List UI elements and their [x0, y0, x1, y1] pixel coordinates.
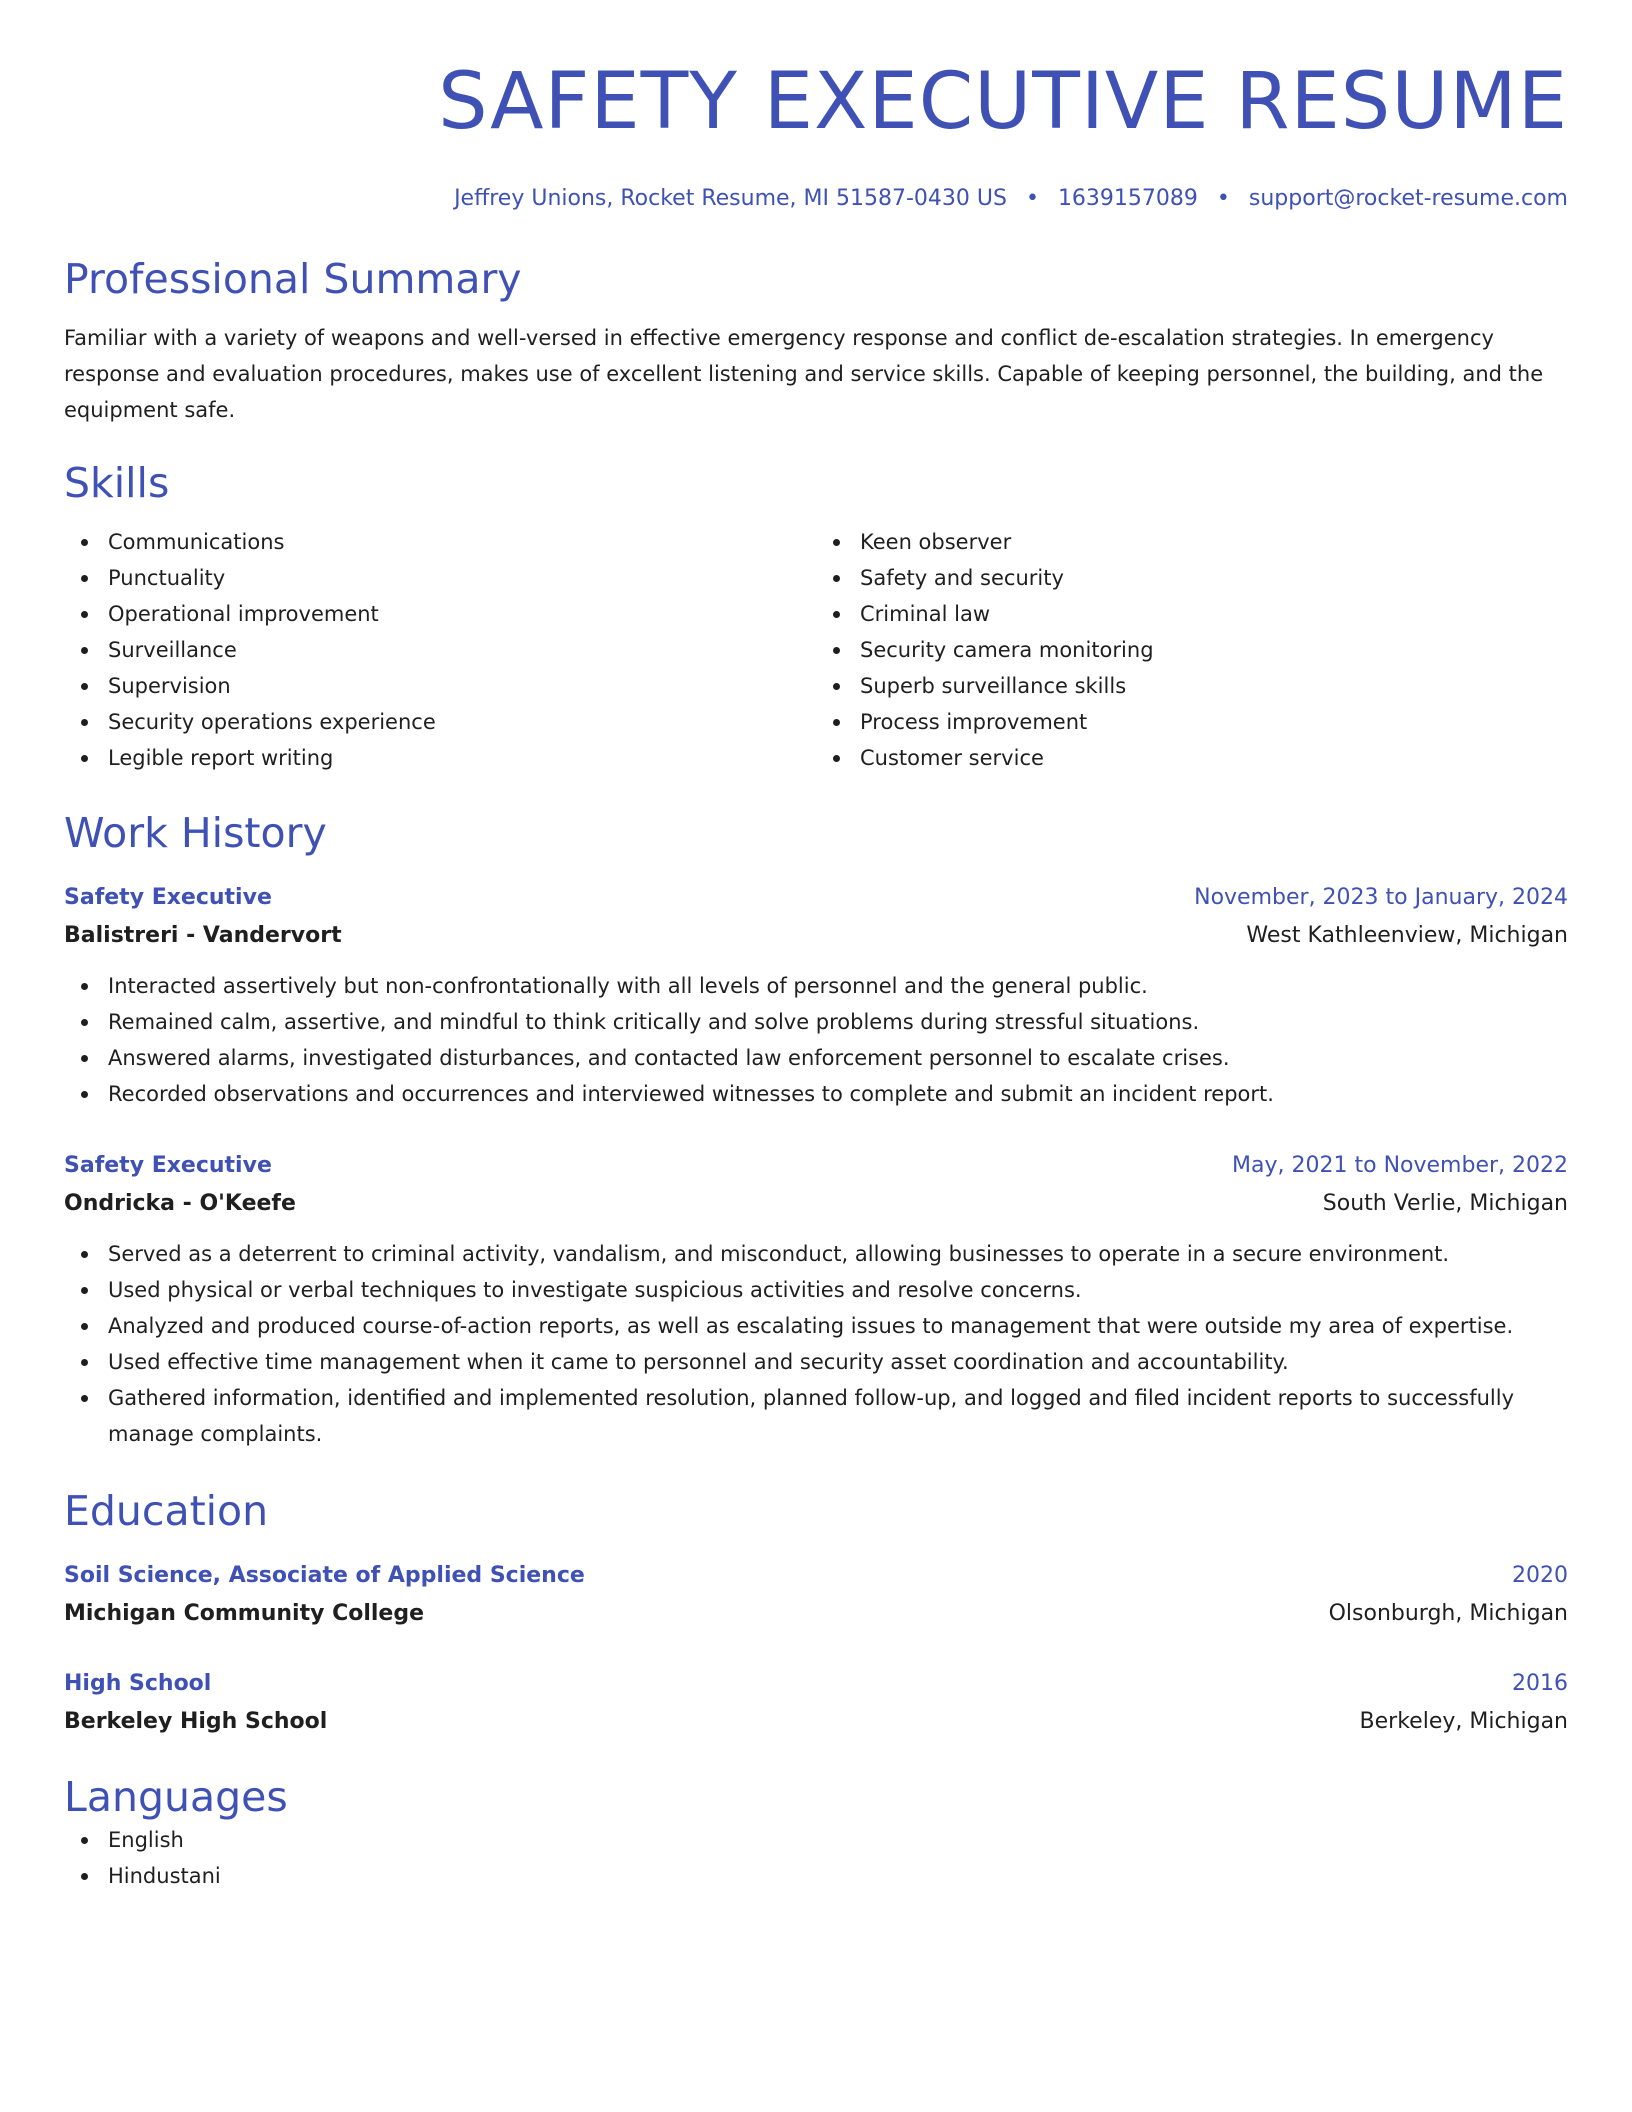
languages-heading: Languages — [64, 1773, 288, 1821]
job-company: Balistreri - Vandervort — [64, 923, 342, 948]
summary-heading: Professional Summary — [64, 255, 522, 303]
education-school: Michigan Community College — [64, 1601, 425, 1626]
job-company: Ondricka - O'Keefe — [64, 1191, 296, 1216]
work-history-heading: Work History — [64, 809, 327, 857]
skill-item: Supervision — [64, 668, 816, 704]
job-bullets — [64, 1236, 1568, 1452]
education-heading: Education — [64, 1487, 269, 1535]
education-school-row — [64, 1592, 1568, 1630]
language-item: English — [64, 1822, 1568, 1858]
education-year: 2020 — [1512, 1563, 1568, 1588]
contact-phone[interactable]: 1639157089 — [1057, 186, 1198, 211]
education-header-row — [64, 1668, 1568, 1700]
education-degree: High School — [64, 1671, 212, 1696]
job-location: South Verlie, Michigan — [1322, 1191, 1568, 1216]
job-entry — [64, 882, 1568, 1112]
skill-item: Security operations experience — [64, 704, 816, 740]
job-bullets — [64, 968, 1568, 1112]
skill-item: Surveillance — [64, 632, 816, 668]
skill-item: Legible report writing — [64, 740, 816, 776]
education-entry — [64, 1668, 1568, 1738]
job-location: West Kathleenview, Michigan — [1246, 923, 1568, 948]
contact-email[interactable]: support@rocket-resume.com — [1248, 186, 1568, 211]
job-bullet: Used effective time management when it came to personnel and security asset coordination and accountability. — [64, 1344, 1568, 1380]
skill-item: Safety and security — [816, 560, 1568, 596]
skill-item: Operational improvement — [64, 596, 816, 632]
skill-item: Process improvement — [816, 704, 1568, 740]
education-school: Berkeley High School — [64, 1709, 328, 1734]
skill-item: Punctuality — [64, 560, 816, 596]
job-dates: May, 2021 to November, 2022 — [1232, 1153, 1568, 1178]
education-entry — [64, 1560, 1568, 1630]
language-item: Hindustani — [64, 1858, 1568, 1894]
resume-header — [64, 0, 1568, 214]
languages-list — [64, 1822, 1568, 1894]
job-company-row — [64, 1182, 1568, 1220]
job-header-row — [64, 1150, 1568, 1182]
education-location: Berkeley, Michigan — [1359, 1709, 1568, 1734]
job-bullet: Analyzed and produced course-of-action reports, as well as escalating issues to management that were outside my area of expertise. — [64, 1308, 1568, 1344]
contact-line — [64, 184, 1568, 214]
job-title: Safety Executive — [64, 1153, 272, 1178]
education-location: Olsonburgh, Michigan — [1328, 1601, 1568, 1626]
skills-grid — [64, 524, 1568, 776]
skills-heading: Skills — [64, 459, 170, 507]
summary-text: Familiar with a variety of weapons and well-versed in effective emergency response and conflict de-escalation strategies. In emergency response and evaluation procedures, makes use of excellent listening and service skills. Capable of keeping personnel, the building, and the equipment safe. — [64, 326, 1544, 422]
job-bullet: Remained calm, assertive, and mindful to think critically and solve problems during stressful situations. — [64, 1004, 1568, 1040]
education-header-row — [64, 1560, 1568, 1592]
job-dates: November, 2023 to January, 2024 — [1194, 885, 1568, 910]
education-year: 2016 — [1512, 1671, 1568, 1696]
skills-list-left — [64, 524, 816, 776]
skill-item: Keen observer — [816, 524, 1568, 560]
skill-item: Customer service — [816, 740, 1568, 776]
job-bullet: Answered alarms, investigated disturbances, and contacted law enforcement personnel to escalate crises. — [64, 1040, 1568, 1076]
job-bullet: Recorded observations and occurrences and interviewed witnesses to complete and submit an incident report. — [64, 1076, 1568, 1112]
job-entry — [64, 1150, 1568, 1452]
education-school-row — [64, 1700, 1568, 1738]
job-title: Safety Executive — [64, 885, 272, 910]
skill-item: Criminal law — [816, 596, 1568, 632]
job-bullet: Served as a deterrent to criminal activity, vandalism, and misconduct, allowing businesses to operate in a secure environment. — [64, 1236, 1568, 1272]
resume-title: SAFETY EXECUTIVE RESUME — [438, 57, 1568, 147]
skill-item: Communications — [64, 524, 816, 560]
skill-item: Security camera monitoring — [816, 632, 1568, 668]
skill-item: Superb surveillance skills — [816, 668, 1568, 704]
education-degree: Soil Science, Associate of Applied Science — [64, 1563, 585, 1588]
contact-separator: • — [1216, 186, 1230, 211]
contact-separator: • — [1025, 186, 1039, 211]
job-bullet: Interacted assertively but non-confrontationally with all levels of personnel and the general public. — [64, 968, 1568, 1004]
job-header-row — [64, 882, 1568, 914]
job-bullet: Gathered information, identified and implemented resolution, planned follow-up, and logged and filed incident reports to successfully manage complaints. — [64, 1380, 1568, 1452]
contact-address: Jeffrey Unions, Rocket Resume, MI 51587-0430 US — [454, 186, 1007, 211]
skills-list-right — [816, 524, 1568, 776]
job-bullet: Used physical or verbal techniques to investigate suspicious activities and resolve concerns. — [64, 1272, 1568, 1308]
job-company-row — [64, 914, 1568, 952]
